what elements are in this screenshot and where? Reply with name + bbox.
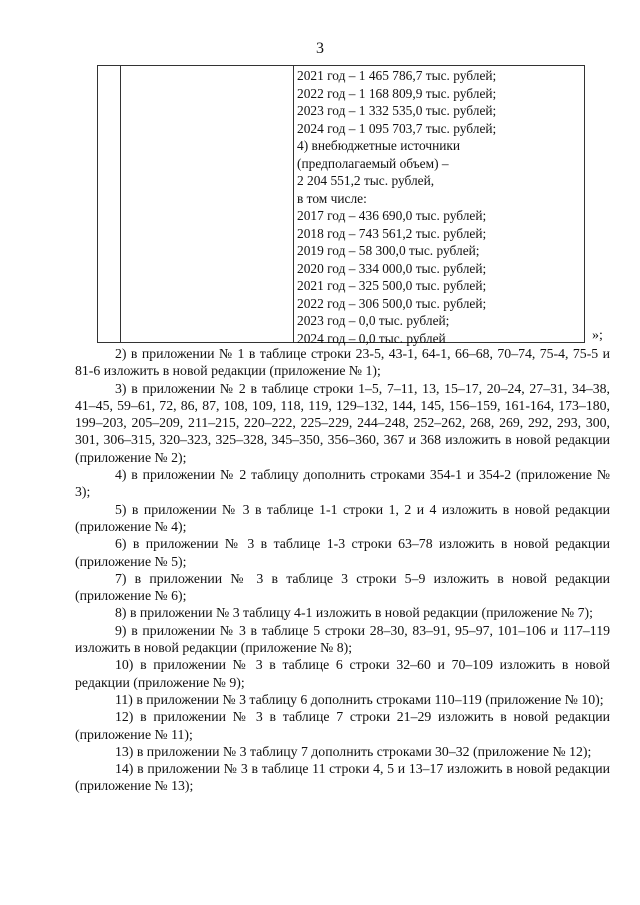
amendment-item: 13) в приложении № 3 таблицу 7 дополнить строками 30–32 (приложение № 12); — [115, 743, 592, 759]
funding-line: 2023 год – 0,0 тыс. рублей; — [297, 313, 450, 328]
funding-line: 2024 год – 1 095 703,7 тыс. рублей; — [297, 120, 497, 136]
amendment-item: 8) в приложении № 3 таблицу 4-1 изложить в новой редакции (приложение № 7); — [115, 605, 593, 621]
amendment-item: 9) в приложении № 3 в таблице 5 строки 28–30, 83–91, 95–97, 101–106 и 117–119 изложить в новой редакции (приложение № 8); — [75, 622, 610, 656]
funding-line: 2022 год – 1 168 809,9 тыс. рублей; — [297, 85, 497, 101]
funding-line: (предполагаемый объем) – — [297, 155, 449, 171]
funding-line: 2022 год – 306 500,0 тыс. рублей; — [297, 295, 487, 311]
amendment-item: 10) в приложении № 3 в таблице 6 строки 32–60 и 70–109 изложить в новой редакции (приложение № 9); — [75, 657, 610, 690]
amendment-item: 12) в приложении № 3 в таблице 7 строки 21–29 изложить в новой редакции (приложение № 11); — [75, 709, 610, 742]
funding-line: 2024 год – 0,0 тыс. рублей — [297, 330, 446, 346]
funding-line: 2021 год – 1 465 786,7 тыс. рублей; — [297, 68, 497, 83]
amendment-item: 5) в приложении № 3 в таблице 1-1 строки 1, 2 и 4 изложить в новой редакции (приложение № 4); — [75, 501, 610, 534]
funding-cell — [297, 67, 582, 347]
funding-line: 2019 год – 58 300,0 тыс. рублей; — [297, 243, 480, 258]
amendment-item: 14) в приложении № 3 в таблице 11 строки 4, 5 и 13–17 изложить в новой редакции (приложение № 13); — [75, 761, 610, 794]
table-column-divider-1 — [120, 66, 121, 342]
table-column-divider-2 — [293, 66, 294, 342]
amendment-item: 7) в приложении № 3 в таблице 3 строки 5–9 изложить в новой редакции (приложение № 6); — [75, 570, 610, 604]
funding-line: 2020 год – 334 000,0 тыс. рублей; — [297, 260, 487, 276]
amendment-item: 6) в приложении № 3 в таблице 1-3 строки 63–78 изложить в новой редакции (приложение № 5); — [75, 536, 610, 569]
funding-line: 2018 год – 743 561,2 тыс. рублей; — [297, 225, 487, 241]
page-number: 3 — [316, 40, 324, 57]
funding-line: 4) внебюджетные источники — [297, 138, 461, 153]
funding-line: 2021 год – 325 500,0 тыс. рублей; — [297, 278, 487, 293]
amendment-list — [75, 345, 610, 795]
amendment-item: 4) в приложении № 2 таблицу дополнить строками 354-1 и 354-2 (приложение № 3); — [75, 467, 610, 500]
funding-line: в том числе: — [297, 190, 367, 206]
amendment-item: 11) в приложении № 3 таблицу 6 дополнить строками 110–119 (приложение № 10); — [115, 691, 604, 707]
funding-line: 2017 год – 436 690,0 тыс. рублей; — [297, 208, 487, 223]
program-funding-table — [97, 65, 585, 346]
closing-quote: »; — [592, 328, 603, 343]
amendment-item: 2) в приложении № 1 в таблице строки 23-5, 43-1, 64-1, 66–68, 70–74, 75-4, 75-5 и 81-6 изложить в новой редакции (приложение № 1); — [75, 346, 610, 379]
amendment-item: 3) в приложении № 2 в таблице строки 1–5, 7–11, 13, 15–17, 20–24, 27–31, 34–38, 41–45, 59–61, 72, 86, 87, 108, 109, 118, 119, 129–132, 144, 145, 156–159, 161-164, 173–180, 199–203, 205–209, 211–215, 220–222, 225–229, 244–248, 252–262, 268, 269, 292, 293, 300, 301, 306–315, 320–323, 325–328, 345–350, 356–360, 367 и 368 изложить в новой редакции (приложение № 2); — [75, 380, 610, 465]
funding-line: 2 204 551,2 тыс. рублей, — [297, 173, 435, 188]
funding-line: 2023 год – 1 332 535,0 тыс. рублей; — [297, 103, 497, 118]
